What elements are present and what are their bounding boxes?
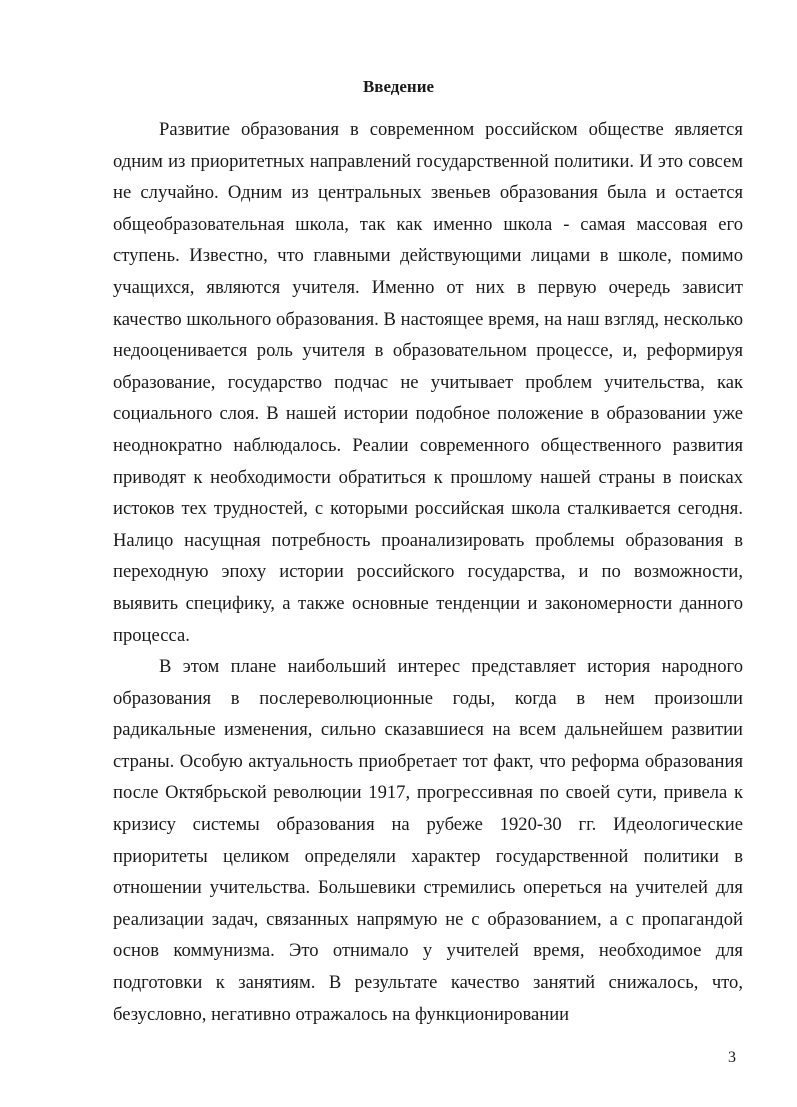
- body-text: [113, 114, 743, 1030]
- section-title: Введение: [362, 77, 435, 96]
- paragraph-1: Развитие образования в современном российском обществе является одним из приоритетных направлений государственной политики. И это совсем не случайно. Одним из центральных звеньев образования была и остается общеобразовательная школа, так как именно школа - самая массовая его ступень. Известно, что главными действующими лицами в школе, помимо учащихся, являются учителя. Именно от них в первую очередь зависит качество школьного образования. В настоящее время, на наш взгляд, несколько недооценивается роль учителя в образовательном процессе, и, реформируя образование, государство подчас не учитывает проблем учительства, как социального слоя. В нашей истории подобное положение в образовании уже неоднократно наблюдалось. Реалии современного общественного развития приводят к необходимости обратиться к прошлому нашей страны в поисках истоков тех трудностей, с которыми российская школа сталкивается сегодня. Налицо насущная потребность проанализировать проблемы образования в переходную эпоху истории российского государства, и по возможности, выявить специфику, а также основные тенденции и закономерности данного процесса.: [113, 119, 743, 646]
- paragraph-2: В этом плане наибольший интерес представляет история народного образования в послереволюционные годы, когда в нем произошли радикальные изменения, сильно сказавшиеся на всем дальнейшем развитии страны. Особую актуальность приобретает тот факт, что реформа образования после Октябрьской революции 1917, прогрессивная по своей сути, привела к кризису системы образования на рубеже 1920-30 гг. Идеологические приоритеты целиком определяли характер государственной политики в отношении учительства. Большевики стремились опереться на учителей для реализации задач, связанных напрямую не с образованием, а с пропагандой основ коммунизма. Это отнимало у учителей время, необходимое для подготовки к занятиям. В результате качество занятий снижалось, что, безусловно, негативно отражалось на функционировании: [113, 656, 743, 1025]
- page-number: 3: [728, 1049, 736, 1066]
